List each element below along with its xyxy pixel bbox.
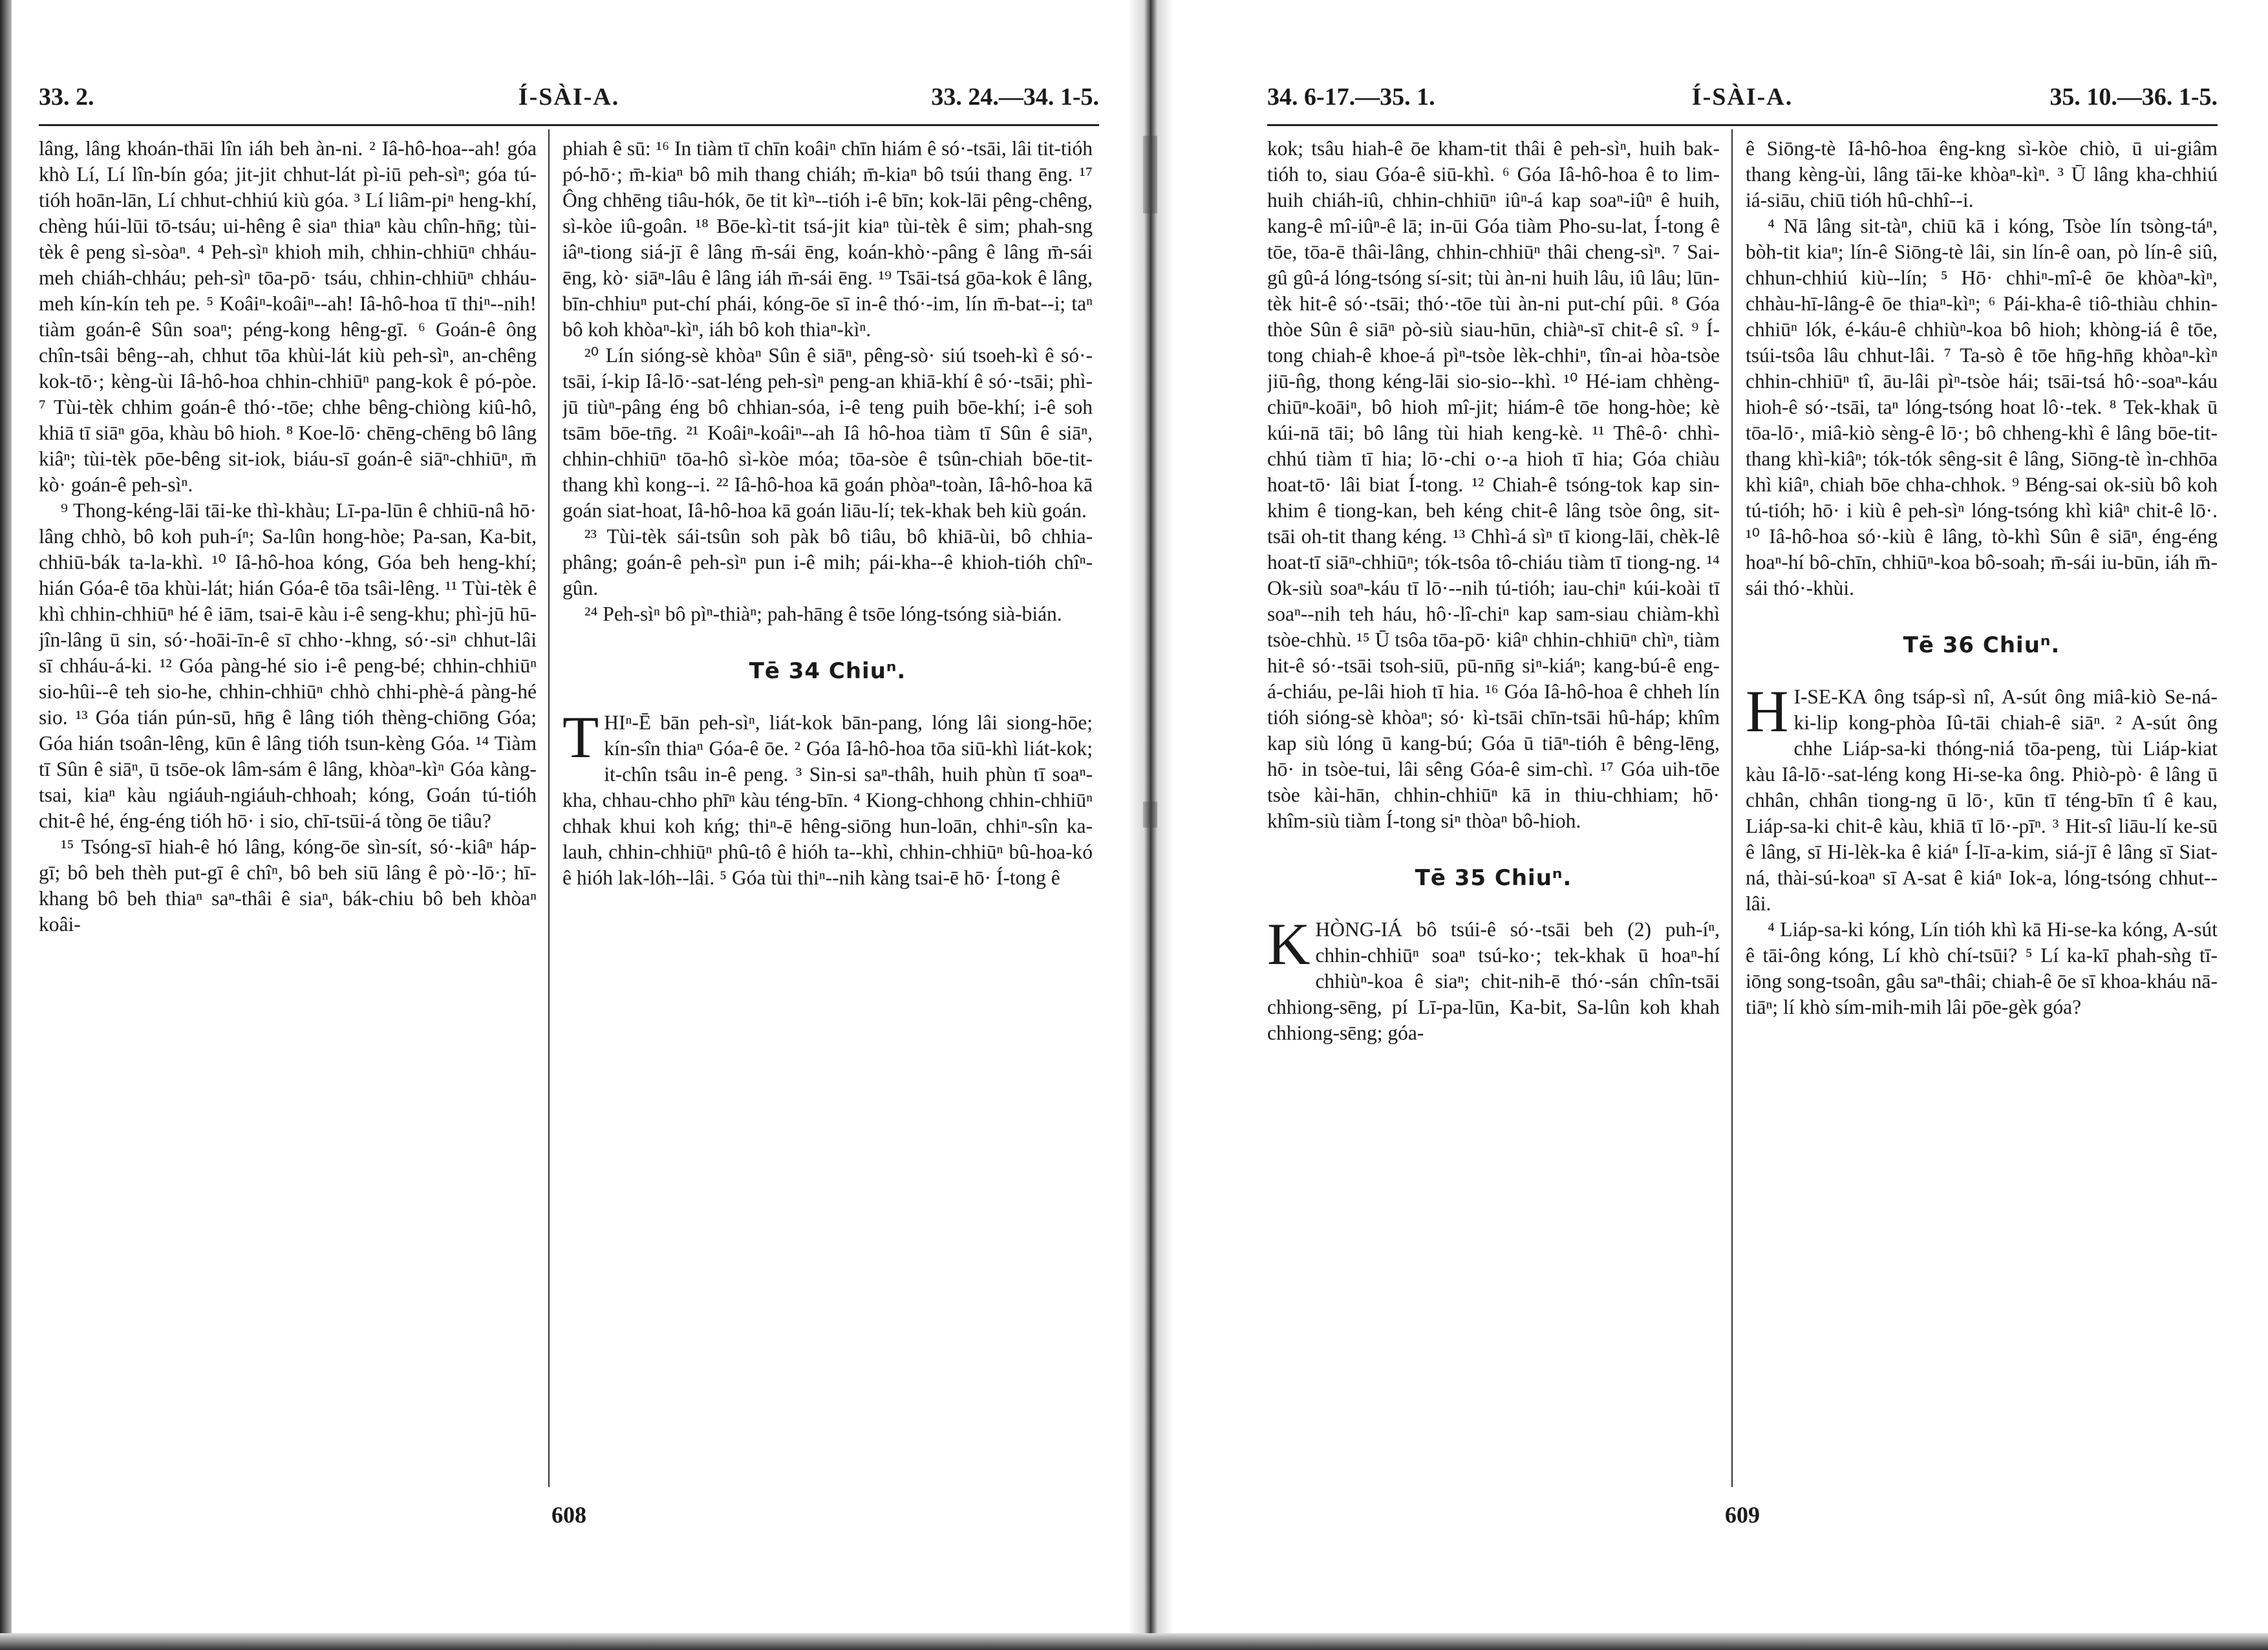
running-header xyxy=(1267,83,2218,119)
gutter-mark xyxy=(1143,802,1157,828)
drop-cap: H xyxy=(1746,678,1789,744)
paragraph: ²⁴ Peh-sìⁿ bô pìⁿ-thiàⁿ; pah-hāng ê tsōe lóng-tsóng sià-bián. xyxy=(584,603,1062,625)
page-number: 608 xyxy=(551,1502,586,1528)
running-header xyxy=(39,83,1099,119)
chapter-heading: Tē 34 Chiuⁿ. xyxy=(749,658,906,684)
header-verse-range-end: 35. 10.—36. 1-5. xyxy=(2049,83,2218,111)
header-verse-range-start: 33. 2. xyxy=(39,83,94,111)
chapter-opening-paragraph xyxy=(562,704,1093,891)
header-book-title: Í-SÀI-A. xyxy=(1691,83,1793,111)
header-rule xyxy=(1267,124,2218,126)
chapter-heading: Tē 35 Chiuⁿ. xyxy=(1415,865,1572,891)
chapter-opening-paragraph xyxy=(1267,911,1720,1046)
drop-cap: T xyxy=(562,704,599,770)
header-book-title: Í-SÀI-A. xyxy=(518,83,620,111)
text-column-2 xyxy=(1746,136,2218,1481)
page-edge-bottom xyxy=(0,1633,2268,1650)
column-divider xyxy=(548,129,550,1487)
page-number: 609 xyxy=(1725,1502,1760,1528)
paragraph-text: I-SE-KA ông tsáp-sì nî, A-sút ông miâ-kiò Se-ná-ki-lip kong-phòa Iû-tāi chiah-ê siāⁿ. ² A-sút ông chhe Liáp-sa-ki thóng-niá tōa-peng, tùi Liáp-kiat kàu Iâ-lō·-sat-léng kong Hi-se-ka ông. Phiò-pò· ê lâng ū chhân, chhân tiong-ng ū lō·, kūn tī téng-bīn tî ê kau, Liáp-sa-ki chit-ê kàu, khiā tī lō·-pīⁿ. ³ Hit-sî liāu-lí ke-sū ê lâng, sī Hi-lèk-ka ê kiáⁿ Í-lī-a-kim, siá-jī ê lâng sī Siat-ná, thài-sú-koaⁿ sī A-sat ê kiáⁿ Iok-a, lóng-tsóng chhut--lâi. xyxy=(1746,685,2218,915)
paragraph: phiah ê sū: ¹⁶ In tiàm tī chīn koâiⁿ chīn hiám ê só·-tsāi, lâi tit-tióh pó-hō·; m̄-kiaⁿ bô mih thang chiáh; m̄-kiaⁿ bô tsúi thang ēng. ¹⁷ Ông chhēng tiâu-hók, ōe tit kìⁿ--tióh i-ê bīn; kok-lāi pêng-chêng, sì-kòe iû-goân. ¹⁸ Bōe-kì-tit tsá-jit kiaⁿ tùi-tèk ê sim; phah-sng iâⁿ-tiong siá-jī ê lâng m̄-sái ēng, koán-khò·-pâng ê lâng m̄-sái ēng, kò· siāⁿ-lâu ê lâng iáh m̄-sái ēng. ¹⁹ Tsāi-tsá gōa-kok ê lâng, bīn-chhiuⁿ put-chí phái, kóng-ōe sī in-ê thó·-im, lín m̄-bat--i; taⁿ bô koh khòaⁿ-kìⁿ, iáh bô koh thiaⁿ-kìⁿ. xyxy=(562,137,1093,341)
paragraph: ²³ Tùi-tèk sái-tsûn soh pàk bô tiâu, bô khiā-ùi, bô chhia-phâng; goán-ê peh-sìⁿ pun i-ê mih; pái-kha--ê khioh-tióh chîⁿ-gûn. xyxy=(562,525,1093,599)
chapter-opening-paragraph xyxy=(1746,678,2218,917)
paragraph: ⁹ Thong-kéng-lāi tāi-ke thì-khàu; Lī-pa-lūn ê chhiū-nâ hō· lâng chhò, bô koh puh-íⁿ; Sa-lûn hong-hòe; Pa-san, Ka-bit, chhiū-bák ta-la-khì. ¹⁰ Iâ-hô-hoa kóng, Góa beh heng-khí; hián Góa-ê tōa khùi-lát; hián Góa-ê tōa tsâi-lêng. ¹¹ Tùi-tèk ê khì chhin-chhiūⁿ hé ê iām, tsai-ē kàu i-ê seng-khu; phì-jū hū-jîn-lâng ū sin, só·-hoāi-īn-ê sī chho·-khng, só·-siⁿ chhut-lâi sī chháu-á-ki. ¹² Góa pàng-hé sio i-ê peng-bé; chhin-chhiūⁿ sio-hûi--ê teh sio-he, chhin-chhiūⁿ chhò chhi-phè-á pàng-hé sio. ¹³ Góa tián pún-sū, hn̄g ê lâng tióh thèng-chiōng Góa; Góa hián tsoân-lêng, kūn ê lâng tióh tsun-kèng Góa. ¹⁴ Tiàm tī Sûn ê siāⁿ, ū tsōe-ok lâm-sám ê lâng, khòaⁿ-kìⁿ Góa kàng-tsai, kiaⁿ kàu ngiáuh-ngiáuh-chhoah; kóng, Goán tú-tióh chit-ê hé, éng-éng tióh hō· i sio, chī-tsūi-á tòng ōe tiâu? xyxy=(39,499,537,832)
left-page xyxy=(39,0,1099,1650)
header-verse-range-start: 34. 6-17.—35. 1. xyxy=(1267,83,1435,111)
paragraph: ¹⁵ Tsóng-sī hiah-ê hó lâng, kóng-ōe sìn-sít, só·-kiâⁿ háp-gī; bô beh thèh put-gī ê chîⁿ, bô beh siū lâng ê pò·-lō·; hī-khang bô beh thiaⁿ saⁿ-thâi ê siaⁿ, bák-chiu bô beh khòaⁿ koâi- xyxy=(39,835,537,936)
paragraph: ²⁰ Lín sióng-sè khòaⁿ Sûn ê siāⁿ, pêng-sò· siú tsoeh-kì ê só·-tsāi, í-kip Iâ-lō·-sat-léng peh-sìⁿ peng-an khiā-khí ê só·-tsāi; phì-jū tiùⁿ-pâng éng bô chhian-sóa, i-ê teng puih bōe-khí; i-ê soh tsām bōe-tn̄g. ²¹ Koâiⁿ-koâiⁿ--ah Iâ hô-hoa tiàm tī Sûn ê siāⁿ, chhin-chhiūⁿ tōa-hô sì-kòe móa; tōa-sòe ê tsûn-chiah bōe-tit-thang khì kong--i. ²² Iâ-hô-hoa kā goán phòaⁿ-toàn, Iâ-hô-hoa kā goán siat-hoat, Iâ-hô-hoa kā goán liāu-lí; tek-khak beh kiù goán. xyxy=(562,344,1093,522)
text-column-1 xyxy=(39,136,537,1481)
paragraph: ê Siōng-tè Iâ-hô-hoa êng-kng sì-kòe chiò, ū ui-giâm thang kèng-ùi, lâng tāi-ke khòaⁿ-kìⁿ. ³ Ū lâng kha-chhiú iá-siāu, chiū tióh hû-chhî--i. xyxy=(1746,137,2218,211)
paragraph-text: HÒNG-IÁ bô tsúi-ê só·-tsāi beh (2) puh-íⁿ, chhin-chhiūⁿ soaⁿ tsú-ko·; tek-khak ū hoaⁿ-hí chhiùⁿ-koa ê siaⁿ; chit-nih-ē thó·-sán chîn-tsāi chhiong-sēng, pí Lī-pa-lūn, Ka-bit, Sa-lûn koh khah chhiong-sēng; góa- xyxy=(1267,918,1720,1044)
gutter-mark xyxy=(1143,136,1157,213)
chapter-heading: Tē 36 Chiuⁿ. xyxy=(1903,632,2060,658)
text-column-1 xyxy=(1267,136,1720,1481)
page-edge-left xyxy=(0,0,12,1650)
paragraph: kok; tsâu hiah-ê ōe kham-tit thâi ê peh-sìⁿ, huih bak-tióh to, siau Góa-ê siū-khì. ⁶ Góa Iâ-hô-hoa ê to lim-huih chiáh-iû, chhin-chhiūⁿ iûⁿ-á kap soaⁿ-iûⁿ ê huih, kang-ê mî-iûⁿ-ê lā; in-ūi Góa tiàm Pho-su-lat, Í-tong ê tōe, tōa-ē thâi-lâng, chhin-chhiūⁿ thâi cheng-sìⁿ. ⁷ Sai-gû gû-á lóng-tsóng sí-sit; tùi àn-ni huih lâu, iû lâu; lūn-tèk hit-ê só·-tsāi; thó·-tōe tùi àn-ni put-chí pûi. ⁸ Góa thòe Sûn ê siāⁿ pò-siù siau-hūn, chiàⁿ-sī chit-ê sî. ⁹ Í-tong chiah-ê khoe-á pìⁿ-tsòe lèk-chhiⁿ, tîn-ai hòa-tsòe jiū-n̂g, thong kéng-lāi sio-sio--khì. ¹⁰ Hé-iam chhèng-chiūⁿ-koāiⁿ, bô hioh mî-jit; hiám-ê tōe hong-hòe; kè kúi-nā tāi; bô lâng tùi hiah keng-kè. ¹¹ Thê-ô· chhì-chhú tiàm tī hia; lō·-chi o·-a hioh tī hia; Góa chiàu hoat-tō· lâi biat Í-tong. ¹² Chiah-ê tsóng-tok kap sin-khim ê tiong-kan, beh kéng chit-ê lâng tsòe ông, sit-tsāi oh-tit thang kéng. ¹³ Chhì-á sìⁿ tī kiong-lāi, chèk-lê hoat-tī siāⁿ-chhiūⁿ; tók-tsôa tô-chiáu tiàm tī tiong-ng. ¹⁴ Ok-siù soaⁿ-káu tī lō·--nih tú-tióh; iau-chiⁿ kúi-koài tī soaⁿ--nih teh háu, hô·-lî-chiⁿ kap sam-siau chiàm-khì tsòe-chhù. ¹⁵ Ū tsôa tōa-pō· kiâⁿ chhin-chhiūⁿ chìⁿ, tiàm hit-ê só·-tsāi tsoh-siū, pū-nn̄g siⁿ-kiáⁿ; kang-bú-ê eng-á-chiáu, pe-lâi hioh tī hia. ¹⁶ Góa Iâ-hô-hoa ê chheh lín tióh sióng-sè khòaⁿ; só· kì-tsāi chīn-tsāi hû-háp; khîm kap siù lóng ū kang-bú; Góa ū tiāⁿ-tióh ê bêng-lēng, hō· in tsòe-tui, lâi sêng Góa-ê sim-chì. ¹⁷ Góa uih-tōe tsòe kài-hān, chhin-chhiūⁿ kā in thiu-chhiam; hō· khîm-siù tiàm Í-tong siⁿ thòaⁿ bô-hioh. xyxy=(1267,137,1720,832)
right-page xyxy=(1267,0,2218,1650)
header-rule xyxy=(39,124,1099,126)
paragraph: ⁴ Nā lâng sit-tàⁿ, chiū kā i kóng, Tsòe lín tsòng-táⁿ, bòh-tit kiaⁿ; lín-ê Siōng-tè lâi, sin lín-ê oan, pò lín-ê siû, chhun-chhiú kiù--lín; ⁵ Hō· chhiⁿ-mî-ê ōe khòaⁿ-kìⁿ, chhàu-hī-lâng-ê ōe thiaⁿ-kìⁿ; ⁶ Pái-kha-ê tiô-thiàu chhin-chhiūⁿ lók, é-káu-ê chhiùⁿ-koa bô hioh; khòng-iá ê tōe, tsúi-tsôa lâu chhut-lâi. ⁷ Ta-sò ê tōe hn̄g-hn̄g khòaⁿ-kìⁿ chhin-chhiūⁿ tî, āu-lâi pìⁿ-tsòe hái; tsāi-tsá hô·-soaⁿ-káu hioh-ê só·-tsāi, taⁿ lóng-tsóng hoat lô·-tek. ⁸ Tek-khak ū tōa-lō·, miâ-kiò sèng-ê lō·; bô chheng-khì ê lâng bōe-tit-thang khì-kiâⁿ; tók-tók sêng-sit ê lâng, Siōng-tè ìn-chhōa khì kiâⁿ, chiah bōe chha-chhok. ⁹ Béng-sai ok-siù bô koh tú-tióh; hō· i kiù ê peh-sìⁿ lóng-tsóng khì kiâⁿ chit-ê lō·. ¹⁰ Iâ-hô-hoa só·-kiù ê lâng, tò-khì Sûn ê siāⁿ, éng-éng hoaⁿ-hí bô-chīn, chhiūⁿ-koa bô-soah; m̄-sái iu-būn, iáh m̄-sái thó·-khùi. xyxy=(1746,215,2218,599)
paragraph: ⁴ Liáp-sa-ki kóng, Lín tióh khì kā Hi-se-ka kóng, A-sút ê tāi-ông kóng, Lí khò chí-tsūi? ⁵ Lí ka-kī phah-sǹg tī-iōng song-tsoân, gâu saⁿ-thâi; chiah-ê ōe sī khoa-kháu nā-tiāⁿ; lí khò sím-mih-mih lâi pōe-gèk góa? xyxy=(1746,918,2218,1018)
text-column-2 xyxy=(562,136,1093,1481)
column-divider xyxy=(1731,129,1733,1487)
paragraph-text: HIⁿ-Ē bān peh-sìⁿ, liát-kok bān-pang, lóng lâi siong-hōe; kín-sîn thiaⁿ Góa-ê ōe. ² Góa Iâ-hô-hoa tōa siū-khì liát-kok; it-chîn tsâu in-ê peng. ³ Sin-si saⁿ-thâh, huih phùn tī soaⁿ-kha, chhau-chho phīⁿ kàu téng-bīn. ⁴ Kiong-chhong chhin-chhiūⁿ chhak khui koh kńg; thiⁿ-ē hêng-siōng hun-loān, chhiⁿ-sîn ka-lauh, chhin-chhiūⁿ phû-tô ê hióh ta--khì, chhin-chhiūⁿ bû-hoa-kó ê hióh lak-lóh--lâi. ⁵ Góa tùi thiⁿ--nih kàng tsai-ē hō· Í-tong ê xyxy=(562,711,1093,889)
drop-cap: K xyxy=(1267,911,1311,977)
header-verse-range-end: 33. 24.—34. 1-5. xyxy=(931,83,1099,111)
paragraph: lâng, lâng khoán-thāi lîn iáh beh àn-ni. ² Iâ-hô-hoa--ah! góa khò Lí, Lí lîn-bín góa; jit-jit chhut-lát pì-iū peh-sìⁿ; góa tú-tióh hoān-lān, Lí chhut-chhiú kiù góa. ³ Lí liâm-piⁿ heng-khí, chèng húi-lūi tō-tsáu; ui-hêng ê siaⁿ thiaⁿ kàu chîn-hn̄g; tùi-tèk ê peng sì-sòaⁿ. ⁴ Peh-sìⁿ khioh mih, chhin-chhiūⁿ chháu-meh chiáh-chháu; peh-sìⁿ tōa-pō· tsáu, chhin-chhiūⁿ chháu-meh kín-kín teh pe. ⁵ Koâiⁿ-koâiⁿ--ah! Iâ-hô-hoa tī thiⁿ--nih! tiàm goán-ê Sûn soaⁿ; péng-kong hêng-gī. ⁶ Goán-ê ông chîn-tsâi bêng--ah, chhut tōa khùi-lát kiù peh-sìⁿ, an-chêng kok-tō·; kèng-ùi Iâ-hô-hoa chhin-chhiūⁿ pang-kok ê pó-pòe. ⁷ Tùi-tèk chhim goán-ê thó·-tōe; chhe bêng-chiòng kiû-hô, khiā tī siāⁿ gōa, khàu bô hioh. ⁸ Koe-lō· chēng-chēng bô lâng kiâⁿ; tùi-tèk pōe-bêng sit-iok, biáu-sī goán-ê siāⁿ-chhiūⁿ, m̄ kò· goán-ê peh-sìⁿ. xyxy=(39,137,537,496)
